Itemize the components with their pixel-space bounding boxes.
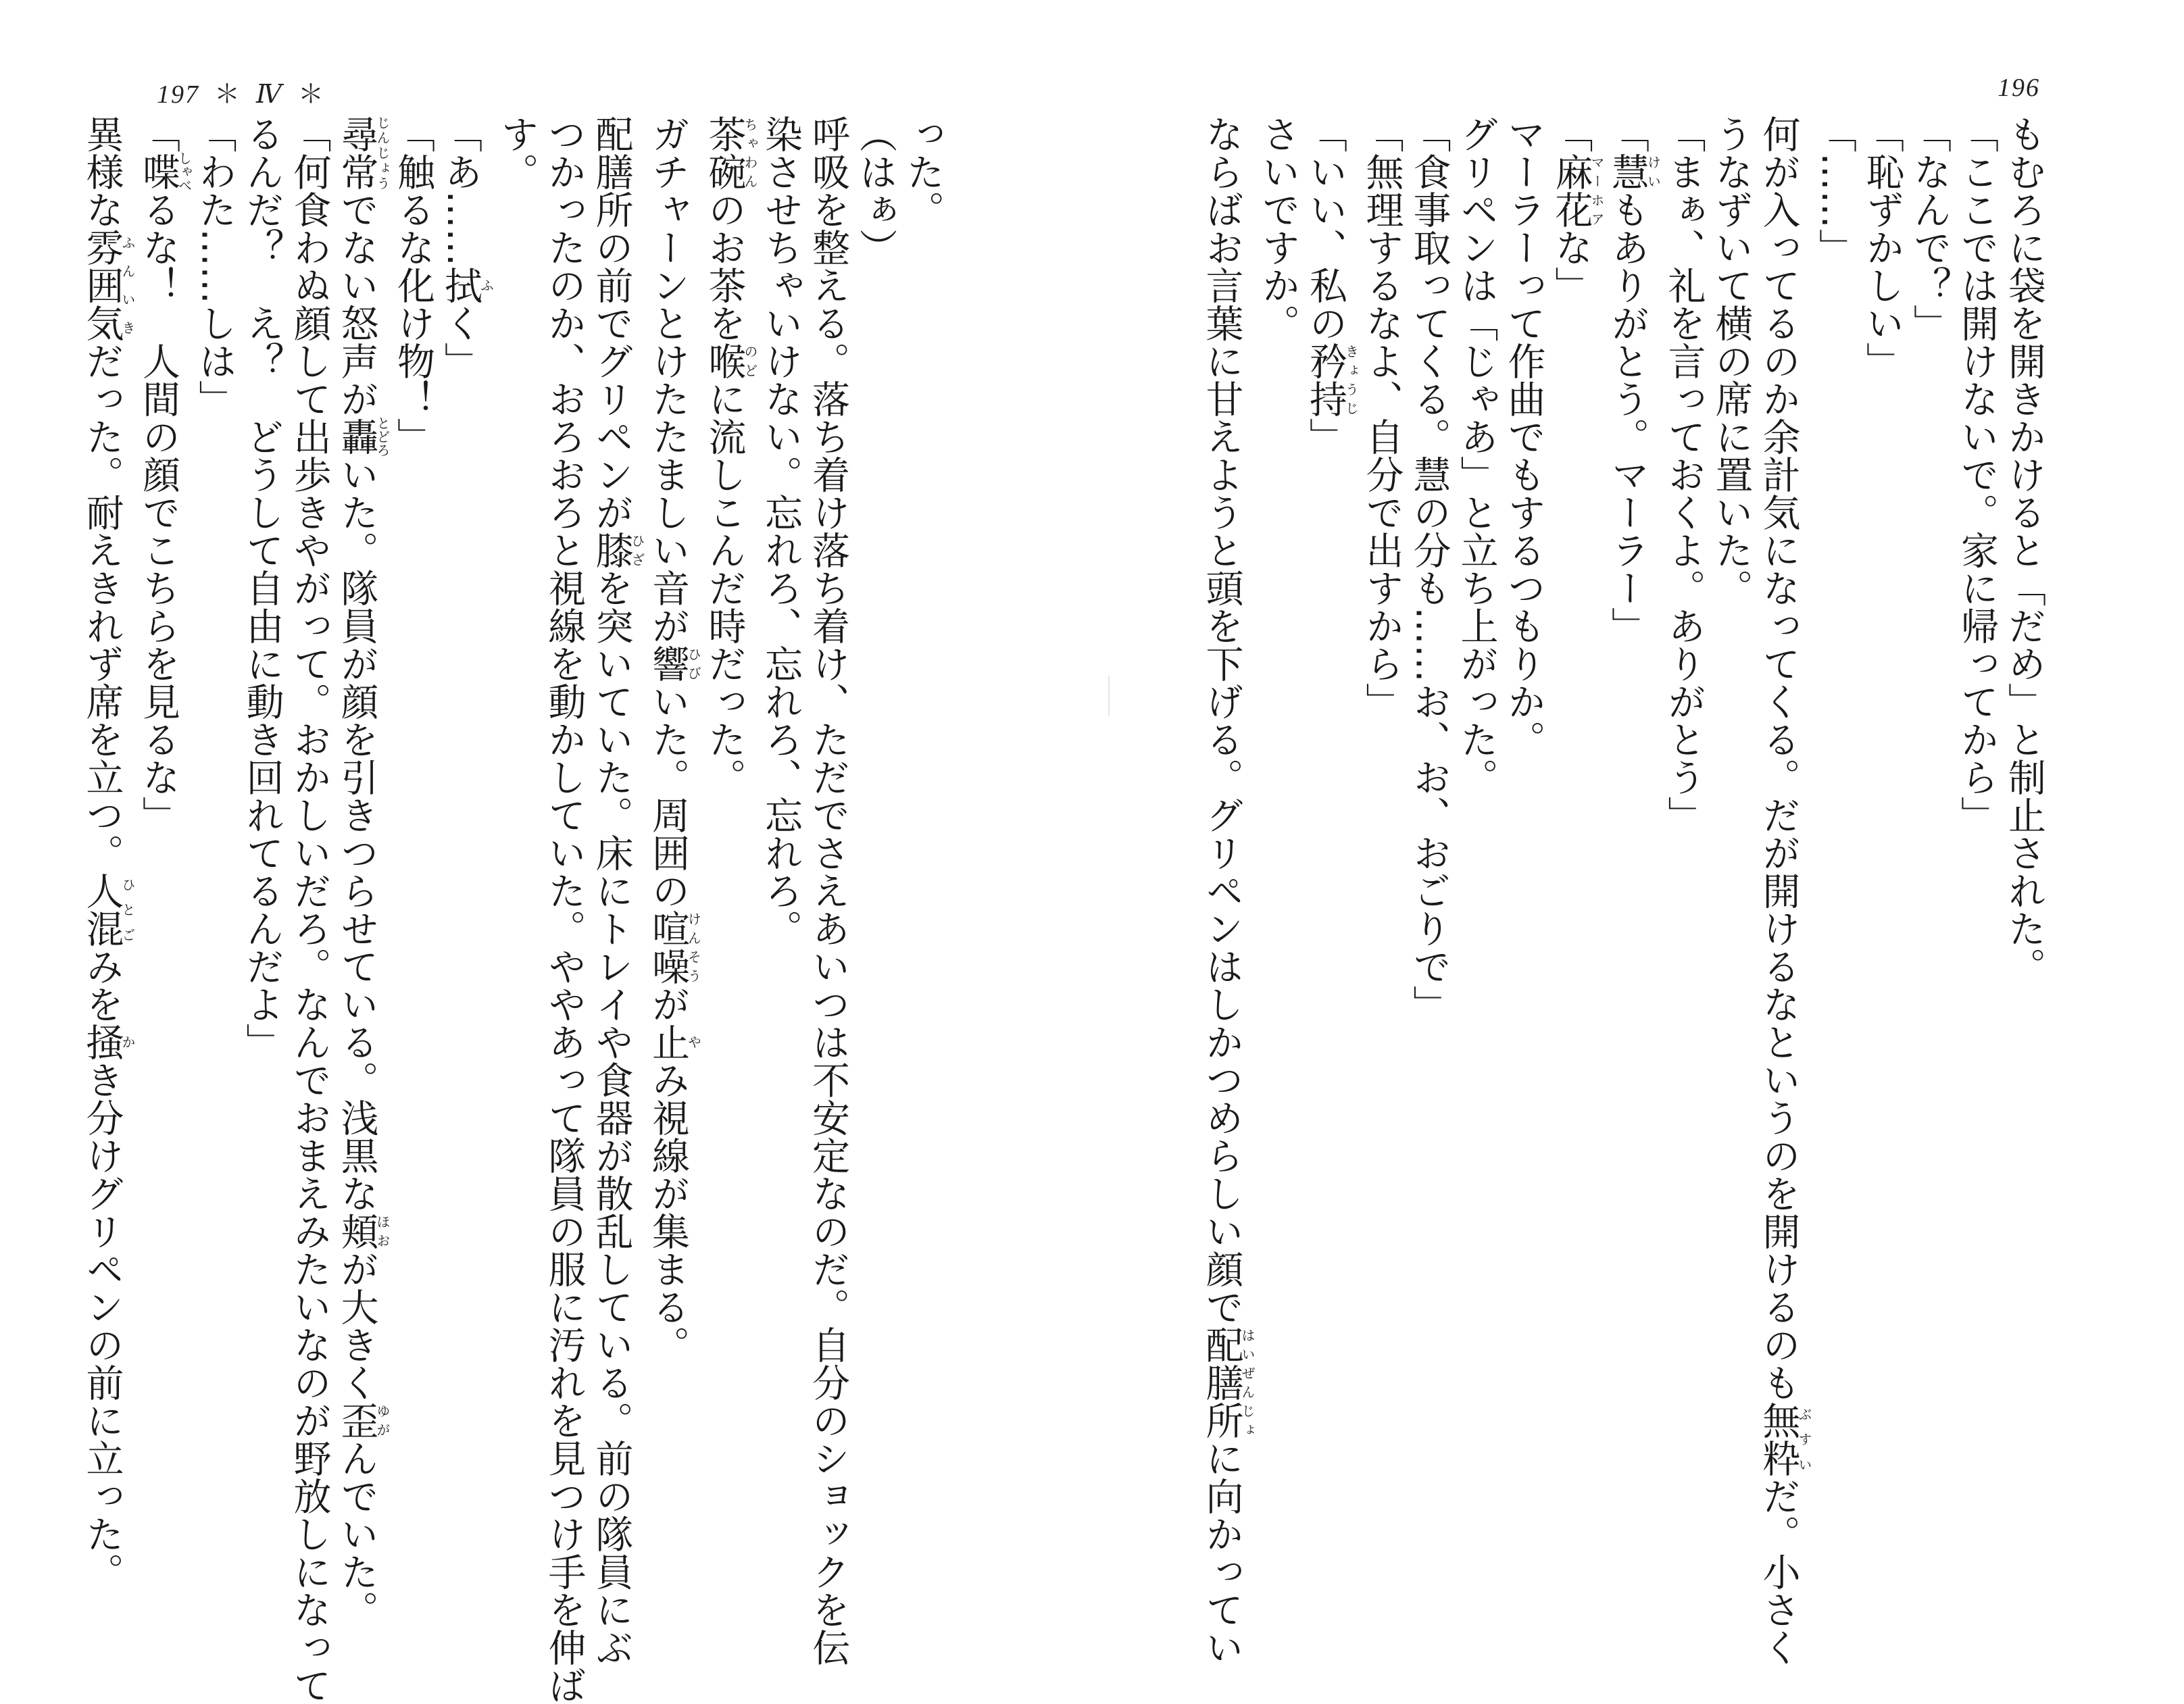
text-line: った。 [901, 115, 945, 228]
text-line: 染させちゃいけない。忘れろ、忘れろ、忘れろ。 [759, 115, 803, 947]
text-line: 尋常じんじょうでない怒声が轟とどろいた。隊員が顔を引きつらせている。浅黒な頬ほおが大きく歪ゆがんでいた。 [334, 115, 391, 1628]
text-line: 「あ……拭ふく」 [439, 115, 495, 380]
text-line: 呼吸を整える。落ち着け落ち着け、ただでさえあいつは不安定なのだ。自分のショックを伝 [806, 115, 850, 1666]
text-line: 「喋しゃべるな！ 人間の顔でこちらを見るな」 [136, 115, 193, 834]
text-line: 「いい、私の矜持きょうじ」 [1304, 115, 1360, 455]
ruby-annotation: 尋常じんじょう [334, 115, 391, 191]
header-asterisk: ＊ [214, 80, 242, 109]
text-line: マーラーって作曲でもするつもりか。 [1502, 115, 1546, 758]
ruby-annotation: 歪ゆが [334, 1401, 391, 1439]
header-asterisk: ＊ [297, 80, 325, 109]
chapter-number: Ⅳ [256, 80, 283, 109]
left-page [80, 115, 946, 1704]
text-line: 配膳所の前でグリペンが膝ひざを突いていた。床にトレイや食器が散乱している。前の隊員にぶ [589, 115, 645, 1666]
right-page-body [1196, 115, 2048, 1666]
text-line: うなずいて横の席に置いた。 [1709, 115, 1754, 607]
ruby-annotation: 雰囲気ふんいき [80, 228, 136, 342]
gutter-mark [1108, 676, 1110, 716]
ruby-annotation: 膝ひざ [589, 531, 645, 569]
page-number: 196 [1997, 74, 2040, 102]
text-line: 異様な雰囲気ふんいきだった。耐えきれず席を立つ。人混ひとごみを掻かき分けグリペンの前に立った。 [80, 115, 136, 1590]
ruby-annotation: 掻か [80, 1023, 136, 1061]
text-line: （はぁ） [853, 115, 897, 266]
right-page-header [1997, 73, 2040, 103]
text-line: 「食事取ってくる。慧の分も……お、お、おごりで」 [1407, 115, 1451, 1023]
ruby-annotation: 響ひび [646, 645, 702, 682]
ruby-annotation: 配膳所はいぜんじょ [1199, 1326, 1256, 1439]
ruby-annotation: 止や [646, 1023, 702, 1061]
text-line: 何が入ってるのか余計気になってくる。だが開けるなというのを開けるのも無粋ぶすいだ。小さく [1756, 115, 1812, 1666]
text-line: 「なんで？」 [1908, 115, 1952, 342]
ruby-annotation: 人混ひとご [80, 872, 136, 947]
ruby-annotation: 喉のど [702, 342, 758, 380]
ruby-annotation: 轟とどろ [334, 416, 391, 457]
text-line: 「ここでは開けないで。家に帰ってから」 [1955, 115, 1999, 834]
ruby-annotation: 頬ほお [334, 1212, 391, 1250]
text-line: 「恥ずかしい」 [1860, 115, 1904, 380]
left-page-body [80, 115, 946, 1704]
text-line: 「慧けいもありがとう。マーラー」 [1606, 115, 1662, 645]
text-line: 「麻花マーホアな」 [1549, 115, 1605, 304]
text-line: 茶碗ちゃわんのお茶を喉のどに流しこんだ時だった。 [702, 115, 758, 796]
text-line: もむろに袋を開きかけると「だめ」と制止された。 [2002, 115, 2046, 985]
text-line: るんだ？ え？ どうして自由に動き回れてるんだよ」 [240, 115, 284, 1061]
text-line: つかったのか、おろおろと視線を動かしていた。ややあって隊員の服に汚れを見つけ手を伸ば [542, 115, 587, 1704]
page-number: 197 [157, 80, 199, 109]
text-line: ガチャーンとけたたましい音が響ひびいた。周囲の喧噪けんそうが止やみ視線が集まる。 [646, 115, 702, 1363]
ruby-annotation: 無粋ぶすい [1756, 1401, 1812, 1477]
text-line: グリペンは「じゃあ」と立ち上がった。 [1454, 115, 1499, 796]
text-line: 「無理するなよ、自分で出すから」 [1360, 115, 1404, 720]
ruby-annotation: 喧噪けんそう [646, 909, 702, 985]
right-page [1196, 115, 2048, 1666]
left-page-header [157, 73, 340, 110]
ruby-annotation: 矜持きょうじ [1304, 342, 1360, 418]
text-line: 「……」 [1813, 115, 1857, 266]
text-line: す。 [495, 115, 539, 191]
ruby-annotation: 茶碗ちゃわん [702, 115, 758, 191]
ruby-annotation: 慧けい [1606, 153, 1662, 191]
text-line: 「触るな化け物！」 [391, 115, 435, 455]
text-line: ならばお言葉に甘えようと頭を下げる。グリペンはしかつめらしい顔で配膳所はいぜんじょに向かってい [1199, 115, 1256, 1666]
ruby-annotation: 麻花マーホア [1549, 153, 1605, 228]
text-line: 「まぁ、礼を言っておくよ。ありがとう」 [1662, 115, 1706, 834]
text-line: さいですか。 [1256, 115, 1300, 342]
text-line: 「わた……しは」 [193, 115, 237, 418]
ruby-annotation: 喋しゃべ [136, 151, 193, 192]
ruby-annotation: 拭ふ [439, 266, 495, 304]
text-line: 「何食わぬ顔して出歩きやがって。おかしいだろ。なんでおまえみたいなのが野放しになって [287, 115, 332, 1704]
